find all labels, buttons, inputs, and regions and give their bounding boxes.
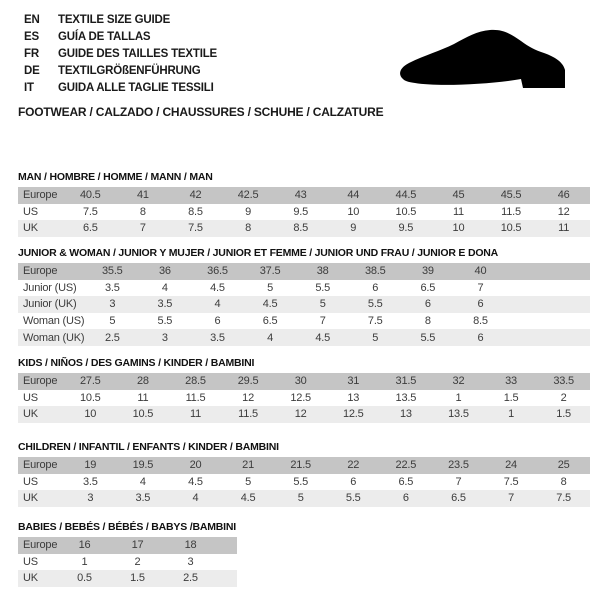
size-table-man: [18, 187, 590, 237]
size-cell: 11.5: [501, 205, 521, 218]
language-label: GUÍA DE TALLAS: [58, 31, 151, 43]
size-cell: 10: [452, 222, 465, 235]
size-cell: 4: [267, 331, 274, 344]
size-cell: 21.5: [290, 459, 311, 472]
size-cell: 30: [294, 375, 307, 388]
table-row-data: [18, 570, 237, 587]
size-cell: 6: [477, 298, 484, 311]
row-label: Junior (US): [23, 281, 77, 294]
size-table-babies: [18, 537, 237, 587]
size-cell: 4: [214, 298, 221, 311]
table-row-data: [18, 490, 590, 507]
language-code: ES: [24, 31, 39, 43]
size-cell: 44: [347, 189, 360, 202]
size-table-children: [18, 457, 590, 507]
size-cell: 5.5: [367, 298, 383, 311]
language-code: DE: [24, 65, 40, 77]
size-cell: 2: [134, 555, 141, 568]
size-cell: 35.5: [101, 265, 123, 278]
size-cell: 8.5: [188, 205, 203, 218]
size-cell: 11: [137, 391, 149, 404]
row-label: Woman (US): [23, 315, 85, 328]
size-cell: 28: [136, 375, 149, 388]
size-cell: 6.5: [262, 315, 278, 328]
size-cell: 3.5: [210, 331, 225, 344]
size-cell: 8: [560, 475, 567, 488]
size-cell: 32: [452, 375, 465, 388]
size-cell: 3: [87, 492, 94, 505]
size-cell: 8.5: [293, 222, 309, 235]
table-row-header: [18, 457, 590, 474]
category-line: FOOTWEAR / CALZADO / CHAUSSURES / SCHUHE / CALZATURE: [18, 105, 384, 119]
size-cell: 37.5: [259, 265, 281, 278]
size-cell: 12: [294, 408, 307, 421]
size-cell: 13.5: [448, 408, 469, 421]
size-cell: 46: [557, 189, 570, 202]
size-cell: 7: [477, 281, 484, 294]
size-cell: 13: [347, 391, 360, 404]
size-cell: 23.5: [448, 459, 469, 472]
language-row: [24, 12, 217, 29]
size-cell: 40.5: [79, 189, 101, 202]
language-row: [24, 29, 217, 46]
section-title: JUNIOR & WOMAN / JUNIOR Y MUJER / JUNIOR ET FEMME / JUNIOR UND FRAU / JUNIOR E DONA: [18, 247, 499, 259]
size-cell: 2.5: [183, 572, 198, 585]
size-cell: 21: [242, 459, 254, 472]
size-cell: 44.5: [395, 189, 417, 202]
size-cell: 17: [131, 539, 144, 552]
size-cell: 4.5: [188, 475, 203, 488]
size-cell: 1: [81, 555, 88, 568]
table-row-data: [18, 313, 590, 330]
size-cell: 5.5: [420, 331, 436, 344]
language-list: [24, 12, 217, 97]
size-cell: 7: [139, 222, 146, 235]
section-title: BABIES / BEBÉS / BÉBÉS / BABYS /BAMBINI: [18, 521, 236, 533]
size-cell: 31.5: [395, 375, 417, 388]
size-cell: 6: [477, 331, 484, 344]
row-label: Europe: [23, 459, 58, 472]
size-cell: 1: [455, 391, 462, 404]
size-cell: 6: [350, 475, 357, 488]
table-row-data: [18, 329, 590, 346]
size-cell: 39: [421, 265, 434, 278]
language-code: IT: [24, 82, 34, 94]
size-cell: 3.5: [135, 492, 151, 505]
size-cell: 31: [347, 375, 360, 388]
size-cell: 5: [297, 492, 304, 505]
size-cell: 1: [508, 408, 514, 421]
size-cell: 10.5: [79, 391, 101, 404]
size-cell: 27.5: [79, 375, 101, 388]
size-cell: 7.5: [503, 475, 519, 488]
size-cell: 11: [558, 222, 570, 235]
size-cell: 11.5: [185, 391, 206, 404]
row-label: US: [23, 555, 38, 568]
language-label: TEXTILGRÖßENFÜHRUNG: [58, 65, 201, 77]
size-cell: 7.5: [556, 492, 571, 505]
size-cell: 7: [455, 475, 462, 488]
language-code: EN: [24, 14, 40, 26]
table-row-data: [18, 220, 590, 237]
size-cell: 25: [557, 459, 570, 472]
size-cell: 5: [319, 298, 326, 311]
size-cell: 11: [452, 205, 464, 218]
row-label: Europe: [23, 375, 58, 388]
section-title: CHILDREN / INFANTIL / ENFANTS / KINDER / BAMBINI: [18, 441, 279, 453]
size-cell: 2.5: [104, 331, 120, 344]
size-cell: 10.5: [500, 222, 522, 235]
size-cell: 12: [242, 391, 254, 404]
row-label: Europe: [23, 539, 58, 552]
size-cell: 7: [508, 492, 514, 505]
size-cell: 11: [189, 408, 201, 421]
row-label: Europe: [23, 189, 58, 202]
size-table-kids: [18, 373, 590, 423]
row-label: UK: [23, 572, 38, 585]
table-row-data: [18, 554, 237, 571]
size-cell: 18: [184, 539, 197, 552]
size-cell: 5: [372, 331, 379, 344]
size-cell: 9: [245, 205, 252, 218]
size-cell: 28.5: [185, 375, 206, 388]
section-kids: [18, 357, 590, 423]
size-cell: 2: [560, 391, 567, 404]
table-row-data: [18, 296, 590, 313]
size-cell: 22: [347, 459, 360, 472]
size-cell: 45.5: [500, 189, 522, 202]
size-cell: 7: [319, 315, 326, 328]
row-label: US: [23, 205, 38, 218]
size-cell: 5.5: [315, 281, 331, 294]
size-cell: 5: [245, 475, 252, 488]
table-row-data: [18, 204, 590, 221]
size-cell: 6.5: [420, 281, 436, 294]
section-title: KIDS / NIÑOS / DES GAMINS / KINDER / BAMBINI: [18, 357, 255, 369]
size-cell: 16: [78, 539, 91, 552]
size-cell: 43: [294, 189, 307, 202]
size-cell: 19: [84, 459, 97, 472]
size-cell: 41: [136, 189, 149, 202]
size-cell: 12: [557, 205, 570, 218]
size-cell: 33.5: [553, 375, 574, 388]
size-cell: 6: [402, 492, 409, 505]
size-cell: 10: [84, 408, 97, 421]
size-cell: 4.5: [262, 298, 278, 311]
size-cell: 1.5: [503, 391, 519, 404]
size-cell: 4.5: [240, 492, 256, 505]
table-row-header: [18, 263, 590, 280]
size-cell: 1.5: [130, 572, 145, 585]
size-cell: 12.5: [342, 408, 364, 421]
size-cell: 9.5: [293, 205, 309, 218]
size-cell: 6.5: [82, 222, 98, 235]
size-cell: 13.5: [395, 391, 417, 404]
size-cell: 42.5: [237, 189, 259, 202]
size-cell: 6: [214, 315, 221, 328]
section-junior-woman: [18, 247, 590, 346]
size-cell: 4: [161, 281, 168, 294]
language-label: TEXTILE SIZE GUIDE: [58, 14, 171, 26]
size-cell: 3: [161, 331, 168, 344]
language-label: GUIDA ALLE TAGLIE TESSILI: [58, 82, 214, 94]
language-label: GUIDE DES TAILLES TEXTILE: [58, 48, 217, 60]
size-cell: 20: [189, 459, 202, 472]
size-cell: 45: [452, 189, 465, 202]
shoe-silhouette-icon: [393, 26, 583, 100]
section-title: MAN / HOMBRE / HOMME / MANN / MAN: [18, 171, 213, 183]
table-row-data: [18, 406, 590, 423]
row-label: UK: [23, 222, 38, 235]
size-cell: 6.5: [451, 492, 466, 505]
size-cell: 9.5: [398, 222, 414, 235]
size-cell: 3: [187, 555, 194, 568]
table-row-data: [18, 280, 590, 297]
size-cell: 6.5: [398, 475, 414, 488]
row-label: US: [23, 391, 38, 404]
size-cell: 40: [474, 265, 487, 278]
size-cell: 4: [139, 475, 146, 488]
size-cell: 33: [505, 375, 517, 388]
size-cell: 8: [424, 315, 431, 328]
language-row: [24, 46, 217, 63]
size-cell: 10.5: [395, 205, 417, 218]
size-cell: 10.5: [132, 408, 154, 421]
language-row: [24, 63, 217, 80]
size-cell: 5.5: [345, 492, 361, 505]
row-label: Europe: [23, 265, 58, 278]
language-row: [24, 80, 217, 97]
size-cell: 4.5: [210, 281, 225, 294]
section-children: [18, 441, 590, 507]
size-cell: 5: [267, 281, 274, 294]
size-cell: 11.5: [238, 408, 258, 421]
size-cell: 38: [316, 265, 329, 278]
size-cell: 7.5: [188, 222, 203, 235]
row-label: Woman (UK): [23, 331, 85, 344]
size-cell: 5: [109, 315, 116, 328]
size-cell: 3: [109, 298, 116, 311]
size-cell: 7.5: [367, 315, 383, 328]
section-babies: [18, 521, 237, 587]
size-cell: 8: [245, 222, 252, 235]
size-cell: 36.5: [207, 265, 228, 278]
size-cell: 22.5: [395, 459, 417, 472]
size-cell: 13: [399, 408, 412, 421]
size-cell: 3.5: [82, 475, 98, 488]
size-cell: 38.5: [364, 265, 386, 278]
size-cell: 5.5: [157, 315, 173, 328]
table-row-header: [18, 537, 237, 554]
size-cell: 10: [347, 205, 360, 218]
size-cell: 19.5: [132, 459, 154, 472]
language-code: FR: [24, 48, 39, 60]
size-cell: 8.5: [473, 315, 488, 328]
size-cell: 6: [372, 281, 379, 294]
size-cell: 3.5: [104, 281, 120, 294]
size-cell: 7.5: [82, 205, 98, 218]
size-cell: 4: [192, 492, 199, 505]
size-cell: 36: [158, 265, 171, 278]
size-cell: 3.5: [157, 298, 173, 311]
size-cell: 5.5: [293, 475, 309, 488]
size-cell: 42: [189, 189, 202, 202]
row-label: US: [23, 475, 38, 488]
table-row-data: [18, 474, 590, 491]
size-cell: 29.5: [237, 375, 259, 388]
size-cell: 24: [505, 459, 517, 472]
size-cell: 8: [139, 205, 146, 218]
table-row-header: [18, 373, 590, 390]
row-label: UK: [23, 408, 38, 421]
table-row-data: [18, 390, 590, 407]
size-cell: 1.5: [556, 408, 571, 421]
row-label: Junior (UK): [23, 298, 77, 311]
size-table-junior-woman: [18, 263, 590, 346]
size-cell: 4.5: [315, 331, 331, 344]
size-cell: 0.5: [77, 572, 92, 585]
table-row-header: [18, 187, 590, 204]
row-label: UK: [23, 492, 38, 505]
size-cell: 6: [424, 298, 431, 311]
size-cell: 9: [350, 222, 357, 235]
section-man: [18, 171, 590, 237]
size-cell: 12.5: [290, 391, 311, 404]
